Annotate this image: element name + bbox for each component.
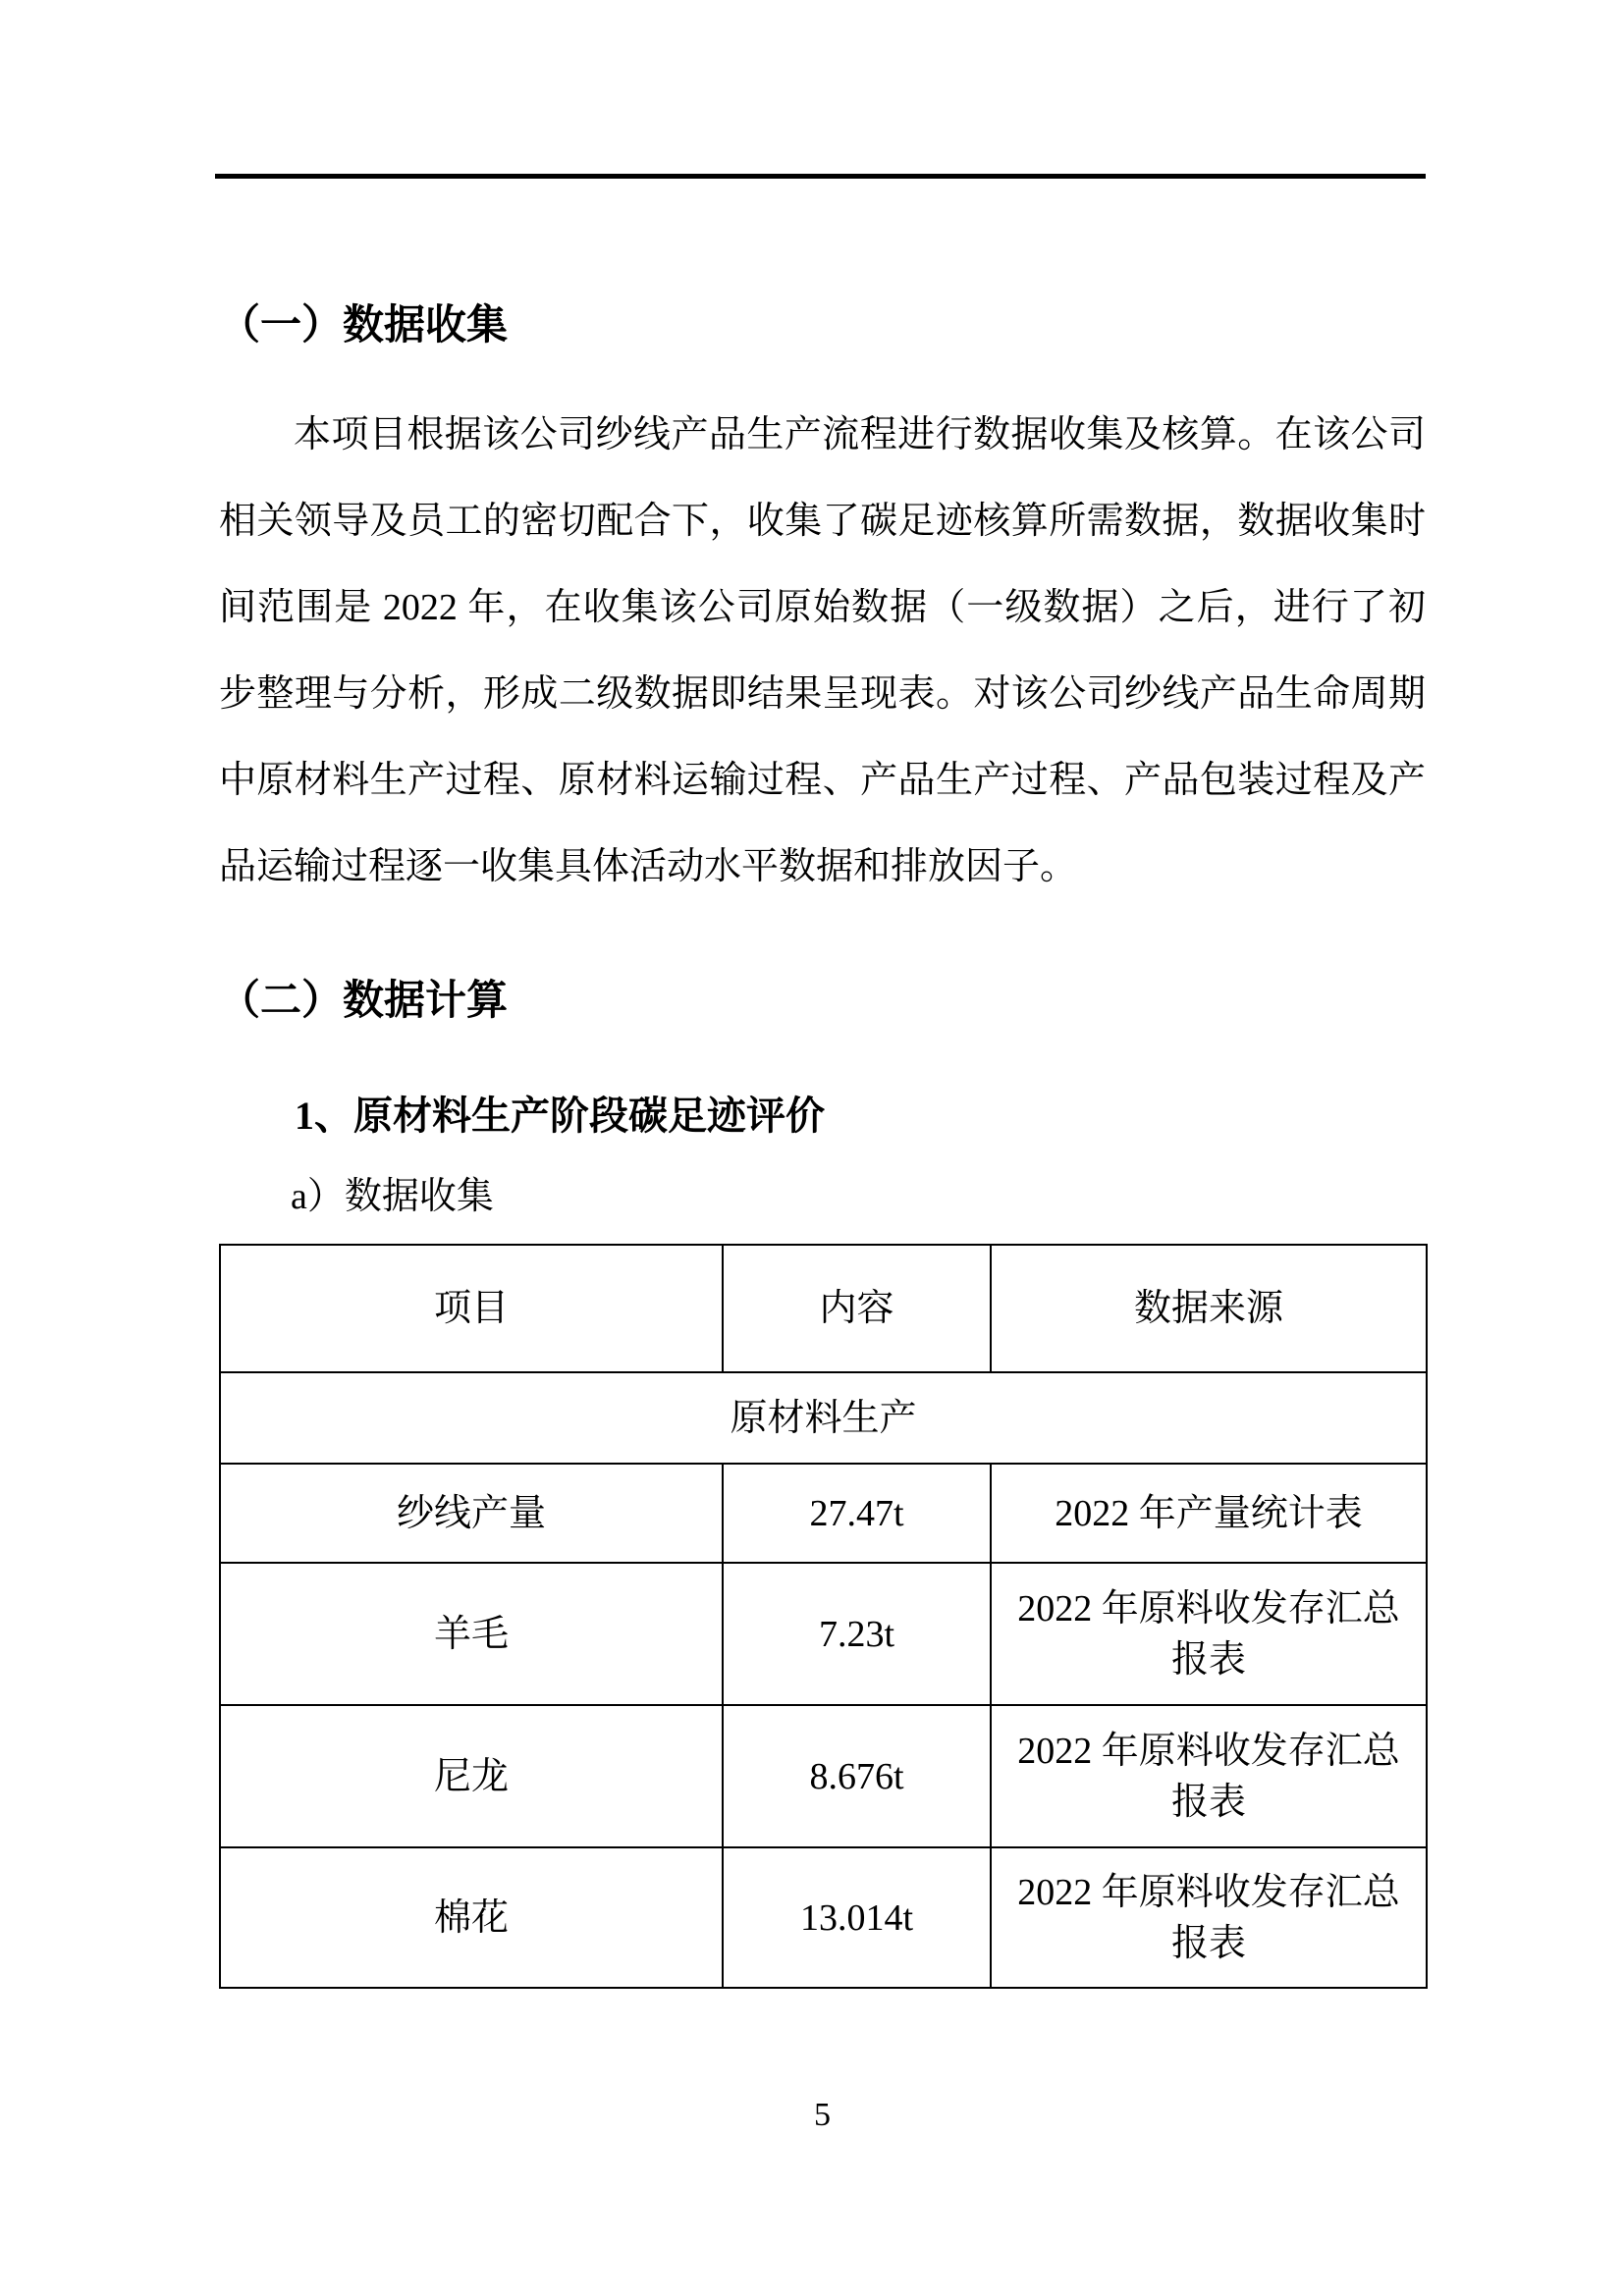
source-cell: 2022 年产量统计表: [991, 1464, 1427, 1563]
table-header-row: [220, 1245, 1427, 1372]
content-cell: 13.014t: [723, 1847, 991, 1988]
content-cell: 8.676t: [723, 1705, 991, 1847]
paragraph-line: 品运输过程逐一收集具体活动水平数据和排放因子。: [219, 846, 1078, 887]
page-number: 5: [814, 2097, 831, 2133]
paragraph-line: 中原材料生产过程、原材料运输过程、产品生产过程、产品包装过程及产: [219, 760, 1426, 801]
paragraph-line: 步整理与分析，形成二级数据即结果呈现表。对该公司纱线产品生命周期: [219, 673, 1426, 715]
header-cell-content: 内容: [723, 1245, 991, 1372]
header-cell-item: 项目: [220, 1245, 723, 1372]
section-cell: 原材料生产: [220, 1372, 1427, 1464]
header-cell-source: 数据来源: [991, 1245, 1427, 1372]
table-row: [220, 1563, 1427, 1705]
table-row: [220, 1847, 1427, 1988]
content-cell: 27.47t: [723, 1464, 991, 1563]
content-cell: 7.23t: [723, 1563, 991, 1705]
subsection-heading-raw-material-stage: 1、原材料生产阶段碳足迹评价: [295, 1094, 825, 1138]
table-row: [220, 1705, 1427, 1847]
section-heading-data-calculation: （二）数据计算: [219, 979, 509, 1024]
table-section-row: [220, 1372, 1427, 1464]
item-cell: 纱线产量: [220, 1464, 723, 1563]
source-cell: 2022 年原料收发存汇总报表: [991, 1563, 1427, 1705]
paragraph-line: 间范围是 2022 年，在收集该公司原始数据（一级数据）之后，进行了初: [219, 587, 1426, 628]
section-heading-data-collection: （一）数据收集: [219, 303, 509, 348]
data-collection-table: [219, 1244, 1428, 1989]
source-cell: 2022 年原料收发存汇总报表: [991, 1705, 1427, 1847]
header-rule: [215, 174, 1426, 179]
item-cell: 羊毛: [220, 1563, 723, 1705]
subsection-heading-data-collection-a: a）数据收集: [291, 1176, 494, 1217]
intro-paragraph: [219, 392, 1426, 910]
table-row: [220, 1464, 1427, 1563]
paragraph-line: 相关领导及员工的密切配合下，收集了碳足迹核算所需数据，数据收集时: [219, 501, 1426, 542]
item-cell: 棉花: [220, 1847, 723, 1988]
paragraph-line: 本项目根据该公司纱线产品生产流程进行数据收集及核算。在该公司: [294, 414, 1426, 455]
source-cell: 2022 年原料收发存汇总报表: [991, 1847, 1427, 1988]
item-cell: 尼龙: [220, 1705, 723, 1847]
